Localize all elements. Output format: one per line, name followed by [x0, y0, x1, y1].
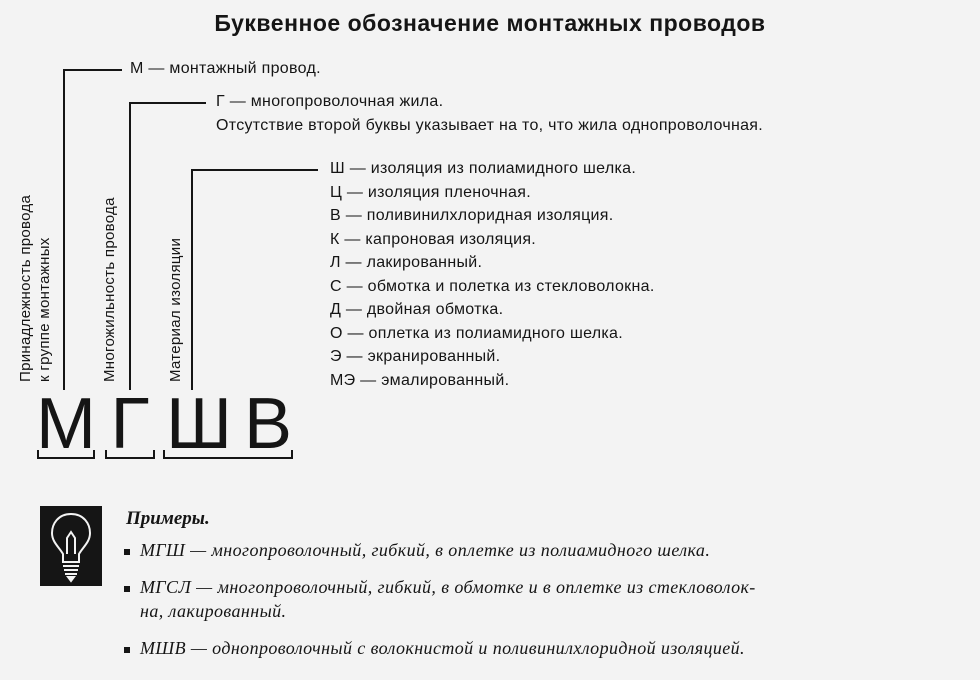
bullet-icon — [124, 586, 130, 592]
list-item: Л — лакированный. — [330, 254, 483, 271]
lightbulb-icon — [40, 506, 102, 586]
letter-m: М — [36, 384, 96, 464]
example-item: МГШ — многопроволочный, гибкий, в оплетке из полиамидного шелка. — [124, 540, 710, 561]
list-item: Ц — изоляция пленочная. — [330, 183, 531, 201]
letter-g: Г — [110, 384, 150, 464]
example-item: МГСЛ — многопроволочный, гибкий, в обмотке и в оплетке из стекловолок- — [124, 577, 756, 598]
page-title: Буквенное обозначение монтажных проводов — [214, 10, 766, 36]
letter-sh: Ш — [166, 384, 232, 464]
list-item: С — обмотка и полетка из стекловолокна. — [330, 277, 655, 295]
bullet-icon — [124, 647, 130, 653]
example-item: МШВ — однопроволочный с волокнистой и поливинилхлоридной изоляцией. — [124, 638, 745, 659]
list-item: О — оплетка из полиамидного шелка. — [330, 324, 623, 342]
label-insulation-material: Материал изоляции — [167, 237, 184, 382]
g-note: Отсутствие второй буквы указывает на то, что жила однопроволочная. — [216, 117, 764, 134]
list-item: Э — экранированный. — [330, 348, 501, 365]
list-item: Д — двойная обмотка. — [330, 301, 504, 318]
insulation-list — [330, 160, 655, 395]
examples-title: Примеры. — [126, 508, 210, 529]
label-multicore: Многожильность провода — [101, 197, 118, 382]
example-item-continuation: на, лакированный. — [140, 601, 287, 621]
bullet-icon — [124, 549, 130, 555]
m-description: М — монтажный провод. — [130, 60, 321, 77]
label-wire-group: Принадлежность провода к группе монтажных — [17, 194, 53, 382]
letter-v: В — [243, 384, 293, 464]
list-item: Ш — изоляция из полиамидного шелка. — [330, 160, 637, 177]
list-item: К — капроновая изоляция. — [330, 230, 537, 248]
list-item: В — поливинилхлоридная изоляция. — [330, 207, 614, 224]
list-item: МЭ — эмалированный. — [330, 371, 510, 389]
g-description: Г — многопроволочная жила. — [216, 93, 444, 110]
